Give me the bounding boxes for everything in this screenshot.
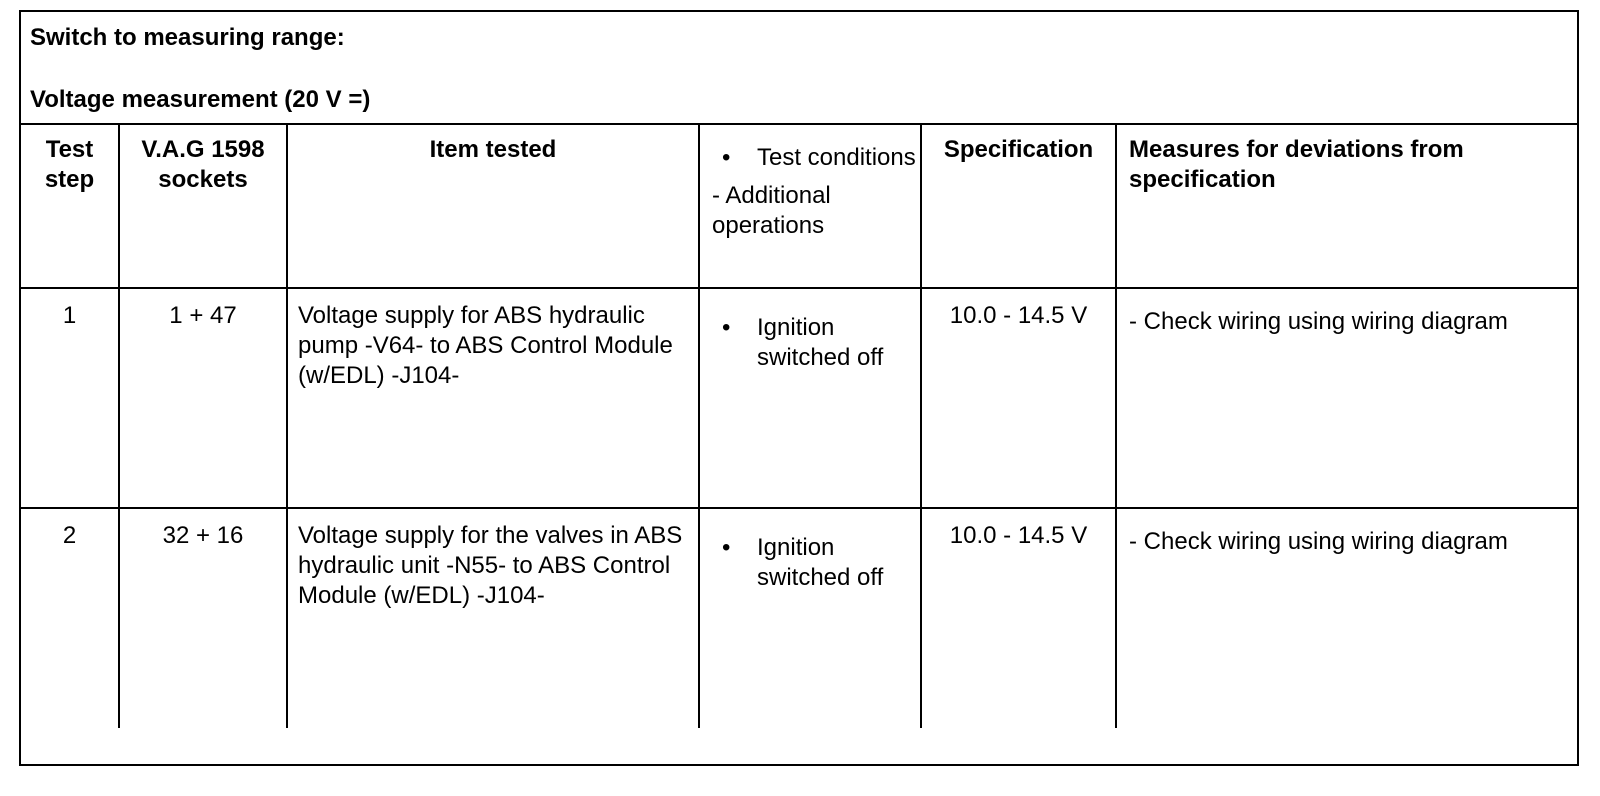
table-row	[21, 288, 1577, 508]
row-item-tested: Voltage supply for ABS hydraulic pump -V64- to ABS Control Module (w/EDL) -J104-	[287, 288, 699, 508]
row-condition-text: Ignition switched off	[757, 314, 884, 371]
row-sockets: 1 + 47	[119, 288, 287, 508]
header-item-tested: Item tested	[287, 125, 699, 288]
row-conditions	[699, 288, 921, 508]
test-table-sheet	[19, 10, 1579, 766]
table-row	[21, 508, 1577, 728]
row-conditions	[699, 508, 921, 728]
row-measure: - Check wiring using wiring diagram	[1129, 528, 1508, 555]
row-sockets: 32 + 16	[119, 508, 287, 728]
row-step: 2	[21, 508, 119, 728]
row-condition-bullet	[700, 301, 920, 373]
header-sockets: V.A.G 1598 sockets	[119, 125, 287, 288]
row-condition-text: Ignition switched off	[757, 534, 884, 591]
bullet-icon: •	[722, 534, 731, 561]
measuring-range-title: Switch to measuring range:	[30, 24, 345, 51]
row-specification: 10.0 - 14.5 V	[921, 288, 1116, 508]
table-header-row	[21, 125, 1577, 288]
header-conditions	[699, 125, 921, 288]
bullet-icon: •	[722, 314, 731, 341]
voltage-measurement-title: Voltage measurement (20 V =)	[30, 86, 371, 113]
header-conditions-bullet	[700, 135, 920, 173]
test-steps-table	[21, 125, 1577, 728]
row-condition-bullet	[700, 521, 920, 593]
header-measures: Measures for deviations from specification	[1116, 125, 1577, 288]
header-additional-operations: - Additional operations	[712, 182, 831, 239]
header-specification: Specification	[921, 125, 1116, 288]
intro-block	[21, 12, 1577, 125]
row-measure: - Check wiring using wiring diagram	[1116, 288, 1577, 508]
header-test-step: Test step	[21, 125, 119, 288]
row-item-tested: Voltage supply for the valves in ABS hydraulic unit -N55- to ABS Control Module (w/EDL) -J104-	[287, 508, 699, 728]
row-specification: 10.0 - 14.5 V	[921, 508, 1116, 728]
header-test-conditions: Test conditions	[757, 144, 916, 171]
row-step: 1	[21, 288, 119, 508]
bullet-icon: •	[722, 144, 731, 171]
